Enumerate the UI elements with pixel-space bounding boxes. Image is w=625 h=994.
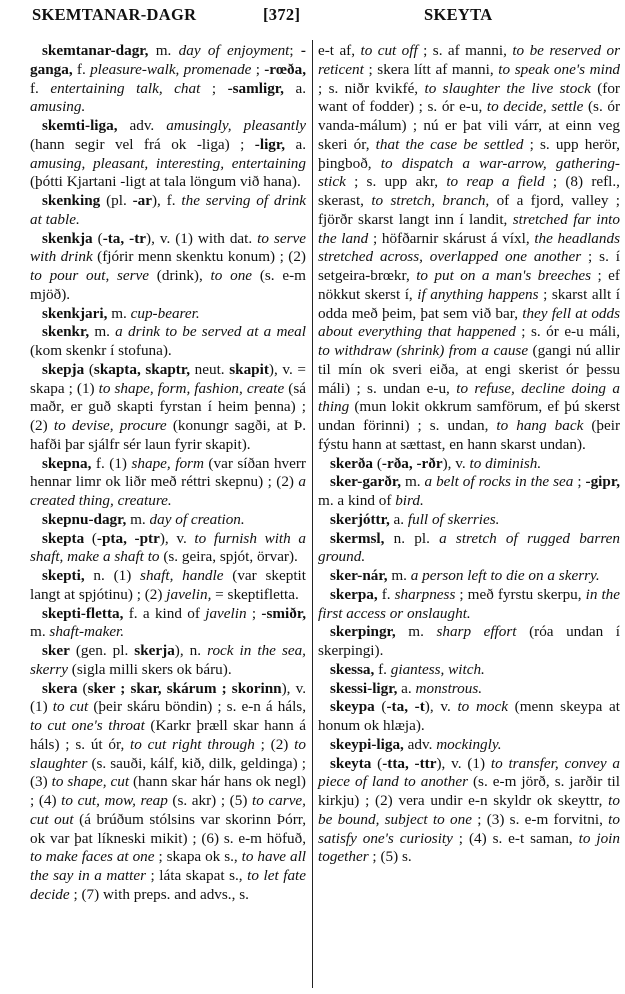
- dictionary-entry: [30, 230, 306, 305]
- dictionary-entry: [318, 586, 620, 624]
- definition: to one: [210, 267, 253, 284]
- definition: day of creation.: [149, 510, 245, 528]
- entry-text: (konungr sagði, at Þ. hafði þar sjálfr sér laun fyrir skapit).: [30, 417, 306, 453]
- entry-text: f. (1): [91, 454, 132, 472]
- entry-text: m. a kind of: [318, 492, 396, 509]
- headword: -ganga,: [30, 42, 306, 78]
- definition: giantess, witch.: [390, 660, 485, 678]
- entry-text: (mun lokit okkrum samförum, ef þú skerst undan förinni) ; s. undan,: [318, 398, 620, 434]
- entry-text: f. a kind of: [123, 604, 206, 622]
- dictionary-entry: [318, 473, 620, 511]
- entry-text: (s. sauði, kálf, kið, dilk, geldinga) ; (3): [30, 754, 306, 791]
- entry-text: m.: [89, 323, 116, 341]
- dictionary-entry: [30, 192, 306, 230]
- entry-text: (: [373, 454, 382, 472]
- entry-text: = skeptifletta.: [211, 585, 299, 603]
- entry-text: ; s. upp herör, þingboð,: [318, 135, 620, 172]
- definition: to dispatch a war-arrow, gathering-stick: [318, 154, 620, 191]
- definition: the headlands stretched across, overlapped one another: [318, 229, 620, 266]
- definition: to diminish.: [469, 454, 542, 472]
- definition: to be reserved or reticent: [318, 42, 620, 78]
- entry-text: of a fjord, valley ; fjörðr skarst langt inn í landit,: [318, 192, 620, 228]
- headword: -samligr,: [227, 79, 284, 97]
- headword: skepnu-dagr,: [42, 510, 127, 528]
- headword: skapta, skaptr,: [93, 360, 190, 378]
- entry-text: (s. e-m mjöð).: [30, 267, 306, 303]
- left-column: [30, 42, 306, 905]
- entry-text: n. pl.: [384, 529, 440, 547]
- entry-text: (s. akr) ; (5): [167, 792, 253, 809]
- entry-text: ; (5) s.: [368, 848, 412, 866]
- entry-text: (drink),: [149, 267, 211, 284]
- headword: skeypi-liga,: [330, 735, 404, 753]
- dictionary-entry: [318, 661, 620, 680]
- entry-text: ), v. (1) with dat.: [146, 229, 258, 247]
- definition: a stretch of rugged barren ground.: [318, 529, 620, 566]
- headword: skepna,: [42, 454, 92, 472]
- definition: shaft-maker.: [49, 623, 125, 641]
- entry-text: m.: [387, 567, 411, 584]
- entry-text: ), n.: [174, 642, 208, 659]
- definition: to withdraw (shrink) from a cause: [318, 342, 529, 359]
- definition: bird.: [395, 492, 424, 509]
- entry-text: ; ef nökkut skerst í,: [318, 267, 620, 303]
- entry-text: ; (8) refl., skerast,: [318, 173, 620, 209]
- definition: mockingly.: [436, 735, 502, 753]
- headword: skenkr,: [42, 323, 90, 341]
- dictionary-entry: [30, 642, 306, 680]
- entry-text: ; skera lítt af manni,: [363, 60, 499, 78]
- entry-text: (þeir fýstu hann at sættast, en hann skarst undan).: [318, 417, 620, 453]
- headword: skerða: [330, 454, 374, 472]
- entry-text: ; höfðarnir skárust á víxl,: [368, 229, 535, 247]
- definition: a person left to die on a skerry.: [410, 567, 600, 584]
- entry-text: (s. e-m jörð, s. jarðir til kirkju) ; (2) vera undir e-n skyldr ok skeyttr,: [318, 773, 620, 809]
- definition: in the first access or onslaught.: [318, 585, 621, 622]
- entry-text: m.: [395, 623, 437, 641]
- headword: -gipr,: [585, 473, 620, 491]
- headword: -smiðr,: [261, 604, 306, 622]
- dictionary-entry: [318, 736, 620, 755]
- entry-text: (fjórir menn skenktu konum) ; (2): [92, 248, 306, 266]
- definition: to cut, mow, reap: [61, 792, 168, 809]
- entry-text: ;: [246, 604, 262, 622]
- definition: that the case be settled: [375, 135, 524, 153]
- headword: sker-nár,: [330, 567, 388, 584]
- definition: to refuse, decline doing a thing: [318, 379, 620, 416]
- page-number: [372]: [263, 5, 301, 24]
- definition: sharpness: [394, 585, 456, 603]
- definition: to shape, cut: [51, 773, 130, 791]
- running-header: [0, 5, 625, 27]
- definition: to cut: [52, 698, 89, 716]
- definition: javelin,: [166, 585, 212, 603]
- definition: a drink to be served at a meal: [115, 323, 306, 341]
- entry-text: e-t af,: [318, 42, 361, 59]
- dictionary-entry: [318, 455, 620, 474]
- definition: to cut one's throat: [30, 717, 145, 734]
- definition: amusing, pleasant, interesting, entertaining: [30, 154, 306, 172]
- entry-text: (: [84, 529, 97, 547]
- entry-text: (: [371, 754, 383, 772]
- headword: skepja: [42, 360, 85, 378]
- entry-text: (á brúðum stólsins var skorinn Þórr, ok var þat líkneski mikit) ; (6) s. e-m höfuð,: [30, 810, 307, 847]
- dictionary-entry: [318, 511, 620, 530]
- header-first-word: SKEMTANAR-DAGR: [32, 5, 197, 24]
- definition: to cut off: [360, 42, 418, 59]
- definition: to hang back: [496, 417, 584, 434]
- entry-text: ; skapa ok s.,: [154, 848, 242, 866]
- entry-text: (: [77, 679, 88, 697]
- entry-text: (pl.: [100, 192, 133, 209]
- definition: javelin: [205, 604, 247, 622]
- headword: -ta, -t: [386, 698, 425, 716]
- definition: pleasure-walk, promenade: [90, 60, 252, 78]
- entry-text: ; (7) with preps. and advs., s.: [69, 885, 249, 903]
- entry-text: ; með fyrstu skerpu,: [455, 585, 586, 603]
- entry-text: ; láta skapat s.,: [146, 867, 248, 884]
- entry-text: (var skeptit langt at spjótinu) ; (2): [30, 567, 306, 603]
- definition: to transfer, convey a piece of land to another: [318, 754, 620, 791]
- headword: -ta, -tr: [102, 229, 147, 247]
- dictionary-entry: [30, 305, 306, 324]
- dictionary-entry: [318, 530, 620, 568]
- headword: skerpingr,: [330, 623, 396, 641]
- entry-text: ; (4) s. e-t saman,: [452, 829, 579, 847]
- entry-text: ;: [289, 42, 301, 59]
- definition: amusing.: [30, 98, 86, 116]
- entry-text: ; s. upp akr,: [345, 173, 447, 191]
- dictionary-entry-continuation: [318, 42, 620, 455]
- dictionary-entry: [30, 511, 306, 530]
- definition: to shape, form, fashion, create: [98, 379, 285, 397]
- entry-text: (róa undan í skerpingi).: [318, 623, 620, 659]
- definition: to decide, settle: [486, 98, 584, 116]
- headword: -rœða,: [264, 60, 306, 78]
- entry-text: (var síðan hverr hennar limr ok liðr með réttri skepnu) ; (2): [30, 454, 306, 491]
- headword: -ar: [132, 192, 152, 209]
- headword: -ligr,: [254, 135, 286, 153]
- entry-text: a.: [283, 79, 306, 97]
- entry-text: (gangi nú allir til mín ok sveri eiða, at engi skerist ór þessu máli) ; s. undan e-u,: [318, 342, 620, 397]
- entry-text: f.: [374, 660, 391, 678]
- entry-text: ; s. í setgeira-brœkr,: [318, 248, 620, 284]
- entry-text: ;: [573, 473, 586, 491]
- dictionary-entry: [318, 680, 620, 699]
- dictionary-entry: [318, 567, 620, 586]
- headword: sker: [42, 642, 70, 659]
- definition: cup-bearer.: [130, 304, 200, 322]
- headword: skera: [42, 679, 78, 697]
- entry-text: ), v.: [442, 454, 470, 472]
- entry-text: (kom skenkr í stofuna).: [30, 342, 172, 359]
- entry-text: (þótti Kjartani -ligt at tala löngum við hana).: [30, 173, 301, 191]
- headword: skepta: [42, 529, 85, 547]
- entry-text: ;: [200, 79, 228, 97]
- entry-text: ), v. (1): [436, 754, 491, 772]
- entry-text: (sá maðr, er guð skapti fyrstan í heim þenna) ; (2): [30, 379, 306, 434]
- entry-text: (Karkr þræll skar hann á háls) ; s. út ór,: [30, 717, 306, 753]
- header-last-word: SKEYTA: [424, 5, 493, 24]
- entry-text: adv.: [403, 735, 437, 753]
- entry-text: m.: [401, 473, 425, 491]
- definition: stretched far into the land: [318, 210, 620, 247]
- entry-text: ; s. niðr kvikfé,: [318, 79, 425, 97]
- entry-text: (hann skar hár hans ok negl) ; (4): [30, 773, 306, 809]
- definition: to satisfy one's curiosity: [318, 810, 620, 847]
- dictionary-entry: [30, 42, 306, 117]
- entry-text: ; s. af manni,: [417, 42, 513, 59]
- headword: -pta, -ptr: [96, 529, 160, 547]
- entry-text: a.: [285, 135, 306, 153]
- entry-text: ), v.: [159, 529, 195, 547]
- definition: entertaining talk, chat: [50, 79, 201, 97]
- headword: skenking: [42, 192, 101, 209]
- headword: skemtanar-dagr,: [42, 42, 149, 59]
- entry-text: (: [374, 698, 387, 716]
- headword: skenkja: [42, 229, 93, 247]
- entry-text: (þeir skáru böndin) ; s. e-n á háls,: [88, 698, 306, 716]
- definition: sharp effort: [436, 623, 517, 641]
- dictionary-entry: [30, 323, 306, 361]
- entry-text: f.: [30, 79, 51, 97]
- definition: monstrous.: [415, 679, 483, 697]
- entry-text: f.: [377, 585, 395, 603]
- headword: skerjóttr,: [330, 510, 390, 528]
- headword: skessa,: [330, 660, 375, 678]
- entry-text: ;: [251, 60, 265, 78]
- headword: -rða, -rðr: [381, 454, 443, 472]
- entry-text: ), v.: [424, 698, 458, 716]
- dictionary-entry: [30, 361, 306, 455]
- entry-text: ), f.: [152, 192, 182, 209]
- definition: to slaughter: [30, 735, 306, 772]
- entry-text: (hann segir vel frá ok -liga) ;: [30, 135, 255, 153]
- entry-text: m.: [126, 510, 150, 528]
- entry-text: neut.: [190, 360, 230, 378]
- entry-text: (gen. pl.: [69, 642, 135, 659]
- definition: a created thing, creature.: [30, 473, 306, 509]
- definition: shaft, handle: [140, 567, 224, 584]
- entry-text: (s. ór vanda-málum) ; nú er þat vili várr, at einn veg skeri ór,: [318, 98, 620, 153]
- definition: to carve, cut out: [30, 792, 306, 828]
- definition: to let fate decide: [30, 867, 306, 903]
- dictionary-entry: [30, 567, 306, 605]
- dictionary-entry: [318, 755, 620, 868]
- dictionary-entry: [30, 530, 306, 568]
- definition: shape, form: [131, 454, 204, 472]
- dictionary-entry: [30, 680, 306, 905]
- entry-text: ; skarst allt í odda með þeim, þat sem við bar,: [318, 285, 620, 322]
- definition: to devise, procure: [53, 417, 167, 434]
- dictionary-entry: [318, 623, 620, 661]
- column-divider: [312, 40, 313, 988]
- headword: skeyta: [330, 754, 372, 772]
- entry-text: ), v. = skapa ; (1): [30, 360, 307, 397]
- definition: to put on a man's breeches: [416, 267, 592, 284]
- entry-text: m.: [148, 42, 179, 59]
- entry-text: ), v. (1): [30, 679, 306, 716]
- entry-text: (for want of fodder) ; s. ór e-u,: [318, 79, 620, 116]
- definition: to mock: [457, 698, 508, 716]
- definition: to pour out, serve: [30, 267, 150, 284]
- right-column: [318, 42, 620, 867]
- entry-text: a.: [389, 510, 408, 528]
- entry-text: m.: [30, 623, 50, 641]
- definition: to cut right through: [130, 735, 255, 753]
- definition: amusingly, pleasantly: [166, 117, 306, 134]
- entry-text: (: [92, 229, 103, 247]
- entry-text: n. (1): [84, 567, 141, 584]
- definition: to have all the say in a matter: [30, 848, 307, 884]
- entry-text: f.: [72, 60, 91, 78]
- definition: if anything happens: [417, 285, 539, 303]
- entry-text: m.: [107, 304, 131, 322]
- definition: rock in the sea, skerry: [30, 642, 306, 678]
- headword: skerja: [134, 642, 175, 659]
- definition: to be bound, subject to one: [318, 792, 620, 828]
- entry-text: ; (2): [254, 735, 295, 753]
- entry-text: a.: [397, 679, 416, 697]
- entry-text: (s. geira, spjót, örvar).: [159, 548, 298, 566]
- entry-text: ; s. ór e-u máli,: [515, 323, 620, 341]
- definition: to reap a field: [446, 173, 545, 191]
- headword: skepti,: [42, 567, 85, 584]
- definition: to furnish with a shaft, make a shaft to: [30, 529, 306, 566]
- entry-text: ; (3) s. e-m forvitni,: [471, 810, 609, 828]
- headword: skemti-liga,: [42, 117, 118, 134]
- headword: -tta, -ttr: [382, 754, 437, 772]
- definition: a belt of rocks in the sea: [424, 473, 574, 491]
- definition: full of skerries.: [407, 510, 500, 528]
- dictionary-entry: [30, 455, 306, 511]
- definition: to slaughter the live stock: [424, 79, 591, 97]
- headword: skepti-fletta,: [42, 604, 124, 622]
- definition: to stretch, branch,: [371, 192, 490, 209]
- entry-text: (menn skeypa at honum ok hlæja).: [318, 698, 620, 734]
- definition: they fell at odds about everything that happened: [318, 304, 621, 341]
- headword: skerpa,: [330, 585, 378, 603]
- entry-text: (: [84, 360, 94, 378]
- definition: day of enjoyment: [178, 42, 290, 59]
- entry-text: adv.: [117, 117, 167, 134]
- headword: skeypa: [330, 698, 375, 716]
- headword: sker ; skar, skárum ; skorinn: [87, 679, 282, 697]
- headword: sker-garðr,: [330, 473, 401, 491]
- definition: to speak one's mind: [498, 60, 621, 78]
- dictionary-entry: [30, 605, 306, 643]
- definition: to join together: [318, 829, 620, 866]
- definition: to serve with drink: [30, 229, 306, 266]
- dictionary-entry: [318, 698, 620, 736]
- definition: the serving of drink at table.: [30, 192, 306, 228]
- headword: skessi-ligr,: [330, 679, 398, 697]
- headword: skapit: [229, 360, 269, 378]
- definition: to make faces at one: [30, 848, 155, 866]
- headword: skenkjari,: [42, 304, 108, 322]
- entry-text: (sigla milli skers ok báru).: [67, 660, 232, 678]
- headword: skermsl,: [330, 529, 385, 547]
- dictionary-entry: [30, 117, 306, 192]
